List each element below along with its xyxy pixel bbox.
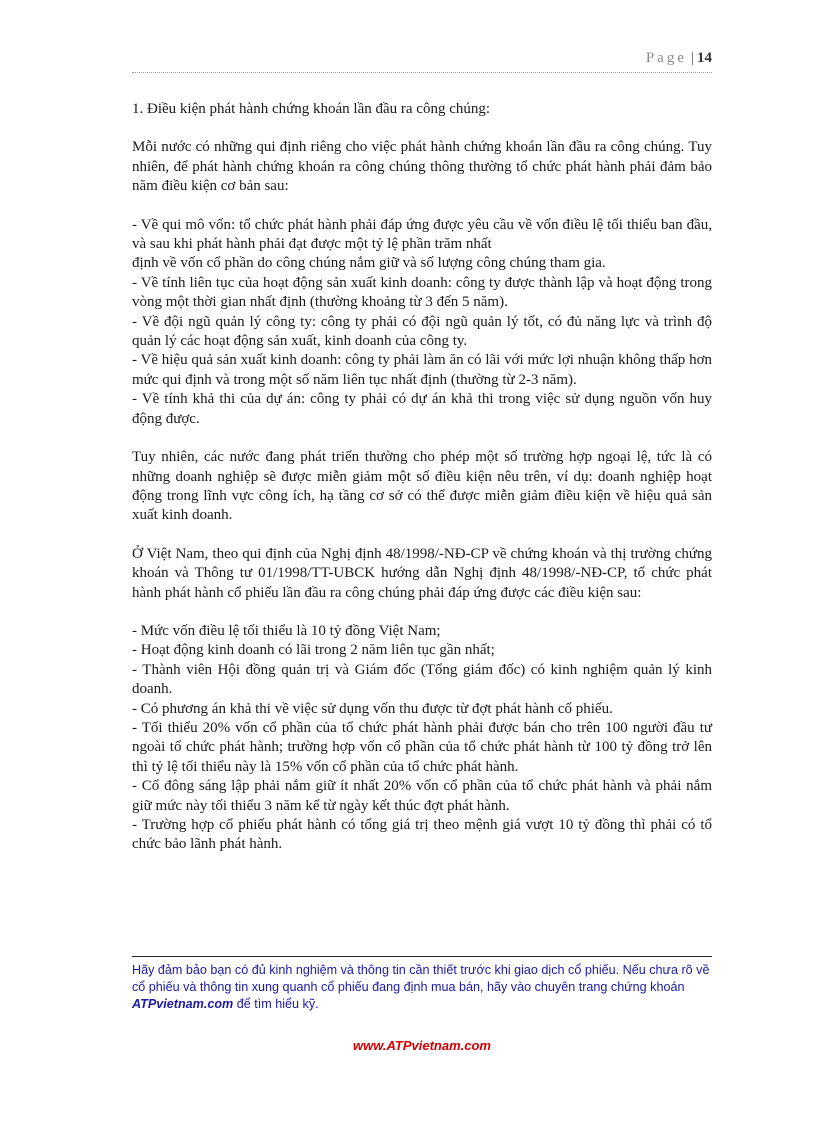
condition-capital-line1: - Về qui mô vốn: tổ chức phát hành phải đáp ứng được yêu cầu về vốn điều lệ tối thiểu ban đầu, và sau khi phát hành phải đạt được một tỷ lệ phần trăm nhất bbox=[132, 216, 712, 253]
vietnam-condition-item: - Thành viên Hội đồng quản trị và Giám đốc (Tổng giám đốc) có kinh nghiệm quản lý kinh doanh. bbox=[132, 661, 712, 698]
condition-capital-line2: định về vốn cổ phần do công chúng nắm giữ và số lượng công chúng tham gia. bbox=[132, 255, 606, 272]
footer-brand-link[interactable]: ATPvietnam.com bbox=[132, 996, 234, 1011]
vietnam-condition-item: - Tối thiểu 20% vốn cổ phần của tổ chức phát hành phải được bán cho trên 100 người đầu tư ngoài tổ chức phát hành; trường hợp vốn cổ phần của tổ chức phát hành từ 100 tỷ đồng trở lên thì tỷ lệ tối thiểu này là 15% vốn cổ phần của tổ chức phát hành. bbox=[132, 719, 712, 775]
header-dotted-rule bbox=[132, 72, 712, 73]
page-number: 14 bbox=[697, 50, 712, 66]
page-label: Page bbox=[645, 50, 687, 66]
condition-item: - Về hiệu quả sản xuất kinh doanh: công ty phải làm ăn có lãi với mức lợi nhuận không thấp hơn mức qui định và trong một số năm liên tục nhất định (thường từ 2-3 năm). bbox=[132, 352, 712, 388]
page-separator: | bbox=[690, 50, 694, 66]
vietnam-condition-item: - Trường hợp cổ phiếu phát hành có tổng giá trị theo mệnh giá vượt 10 tỷ đồng thì phải có tổ chức bảo lãnh phát hành. bbox=[132, 817, 712, 853]
vietnam-condition-item: - Cổ đông sáng lập phải nắm giữ ít nhất 20% vốn cổ phần của tổ chức phát hành và phải nắm giữ mức này tối thiểu 3 năm kể từ ngày kết thúc đợt phát hành. bbox=[132, 778, 712, 814]
vietnam-condition-item: - Hoạt động kinh doanh có lãi trong 2 năm liên tục gần nhất; bbox=[132, 642, 495, 659]
footer-note-tail: để tìm hiểu kỹ. bbox=[233, 996, 319, 1011]
footer-website-link[interactable]: www.ATPvietnam.com bbox=[353, 1038, 491, 1053]
vietnam-intro-paragraph: Ở Việt Nam, theo qui định của Nghị định 48/1998/-NĐ-CP về chứng khoán và thị trường chứng khoán và Thông tư 01/1998/TT-UBCK hướng dẫn Nghị định 48/1998/-NĐ-CP, tổ chức phát hành phát hành cổ phiếu lần đầu ra công chúng phải đáp ứng được các điều kiện sau: bbox=[132, 545, 712, 601]
section-heading: 1. Điều kiện phát hành chứng khoán lần đầu ra công chúng: bbox=[132, 101, 491, 117]
vietnam-condition-item: - Có phương án khả thi về việc sử dụng vốn thu được từ đợt phát hành cổ phiếu. bbox=[132, 700, 613, 717]
vietnam-condition-item: - Mức vốn điều lệ tối thiểu là 10 tỷ đồng Việt Nam; bbox=[132, 622, 441, 639]
footer-disclaimer bbox=[132, 962, 714, 1012]
condition-item: - Về đội ngũ quản lý công ty: công ty phải có đội ngũ quản lý tốt, có đủ năng lực và trình độ quản lý các hoạt động sản xuất, kinh doanh của công ty. bbox=[132, 313, 712, 350]
footer-note-text: Hãy đảm bảo bạn có đủ kinh nghiệm và thông tin cần thiết trước khi giao dịch cổ phiếu. Nếu chưa rõ về cổ phiếu và thông tin xung quanh cổ phiếu đang định mua bán, hãy vào chuyên trang chứng khoán bbox=[132, 963, 710, 994]
page-header bbox=[132, 50, 712, 67]
condition-item: - Về tính khả thi của dự án: công ty phải có dự án khả thi trong việc sử dụng nguồn vốn huy động được. bbox=[132, 391, 712, 427]
document-body bbox=[132, 100, 712, 855]
intro-paragraph: Mỗi nước có những qui định riêng cho việc phát hành chứng khoán lần đầu ra công chúng. Tuy nhiên, để phát hành chứng khoán ra công chúng thông thường tổ chức phát hành phải đảm bảo năm điều kiện cơ bản sau: bbox=[132, 139, 712, 195]
footer-rule bbox=[132, 956, 712, 957]
condition-item: - Về tính liên tục của hoạt động sản xuất kinh doanh: công ty được thành lập và hoạt động trong vòng một thời gian nhất định (thường khoảng từ 3 đến 5 năm). bbox=[132, 274, 712, 311]
exceptions-paragraph: Tuy nhiên, các nước đang phát triển thường cho phép một số trường hợp ngoại lệ, tức là có những doanh nghiệp sẽ được miễn giảm một số điều kiện nêu trên, ví dụ: doanh nghiệp hoạt động trong lĩnh vực công ích, hạ tầng cơ sở có thể được miễn giảm điều kiện về hiệu quả sản xuất kinh doanh. bbox=[132, 449, 712, 524]
